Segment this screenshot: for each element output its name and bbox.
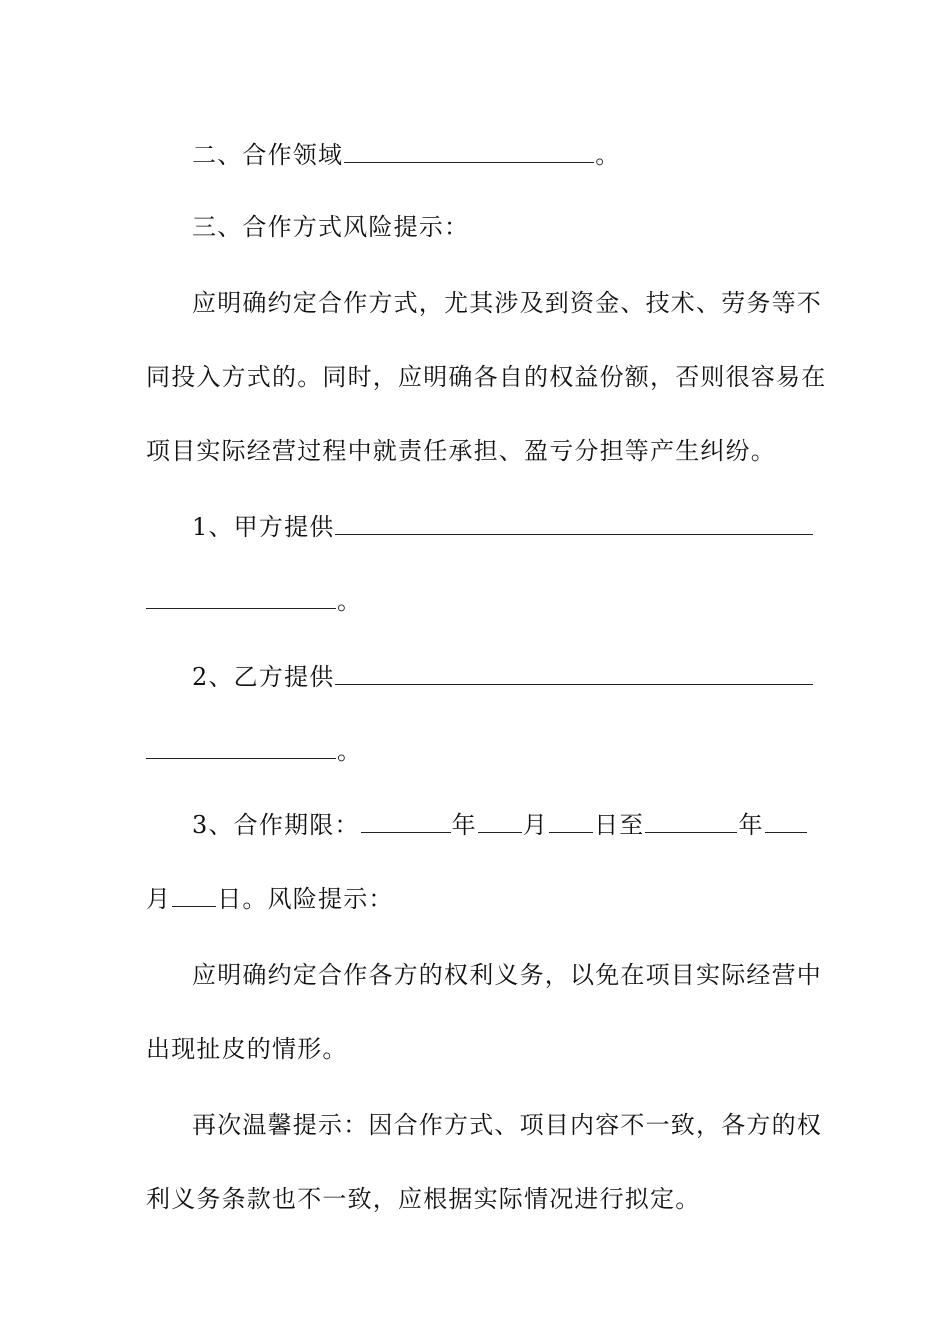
party-a-provides-blank-cont[interactable] xyxy=(146,586,336,609)
section-2-line: 二、合作领域 。 xyxy=(192,141,621,169)
paragraph-1-line-2: 同投入方式的。同时，应明确各自的权益份额，否则很容易在 xyxy=(146,363,827,391)
party-b-provides-blank[interactable] xyxy=(335,662,813,685)
cooperation-field-blank[interactable] xyxy=(344,140,594,163)
item-3-line: 3、合作期限： 年 月 日至 年 xyxy=(192,810,808,840)
item-1-continuation: 。 xyxy=(146,586,362,616)
start-day-blank[interactable] xyxy=(549,810,593,833)
paragraph-1-line-1: 应明确约定合作方式，尤其涉及到资金、技术、劳务等不 xyxy=(192,289,822,317)
item-1-line xyxy=(192,512,814,542)
paragraph-3-line-2: 利义务条款也不一致，应根据实际情况进行拟定。 xyxy=(146,1185,701,1213)
end-year-blank[interactable] xyxy=(645,810,737,833)
item-1-label: 1、甲方提供 xyxy=(192,513,335,541)
item-3-continuation: 月 日。风险提示： xyxy=(146,885,394,913)
section-3-heading: 三、合作方式风险提示： xyxy=(192,213,470,241)
item-2-label: 2、乙方提供 xyxy=(192,663,335,691)
start-month-blank[interactable] xyxy=(478,810,522,833)
section-2-label: 二、合作领域 xyxy=(192,141,344,169)
party-b-provides-blank-cont[interactable] xyxy=(146,736,336,759)
paragraph-3-line-1: 再次温馨提示：因合作方式、项目内容不一致，各方的权 xyxy=(192,1111,822,1139)
paragraph-1-line-3: 项目实际经营过程中就责任承担、盈亏分担等产生纠纷。 xyxy=(146,437,776,465)
item-2-line xyxy=(192,662,814,692)
paragraph-2-line-2: 出现扯皮的情形。 xyxy=(146,1035,348,1063)
end-day-blank[interactable] xyxy=(172,884,216,907)
start-year-blank[interactable] xyxy=(361,810,451,833)
item-3-label: 3、合作期限： xyxy=(192,811,360,839)
item-2-continuation: 。 xyxy=(146,736,362,766)
paragraph-2-line-1: 应明确约定合作各方的权利义务，以免在项目实际经营中 xyxy=(192,961,822,989)
party-a-provides-blank[interactable] xyxy=(335,512,813,535)
end-month-blank[interactable] xyxy=(765,810,807,833)
